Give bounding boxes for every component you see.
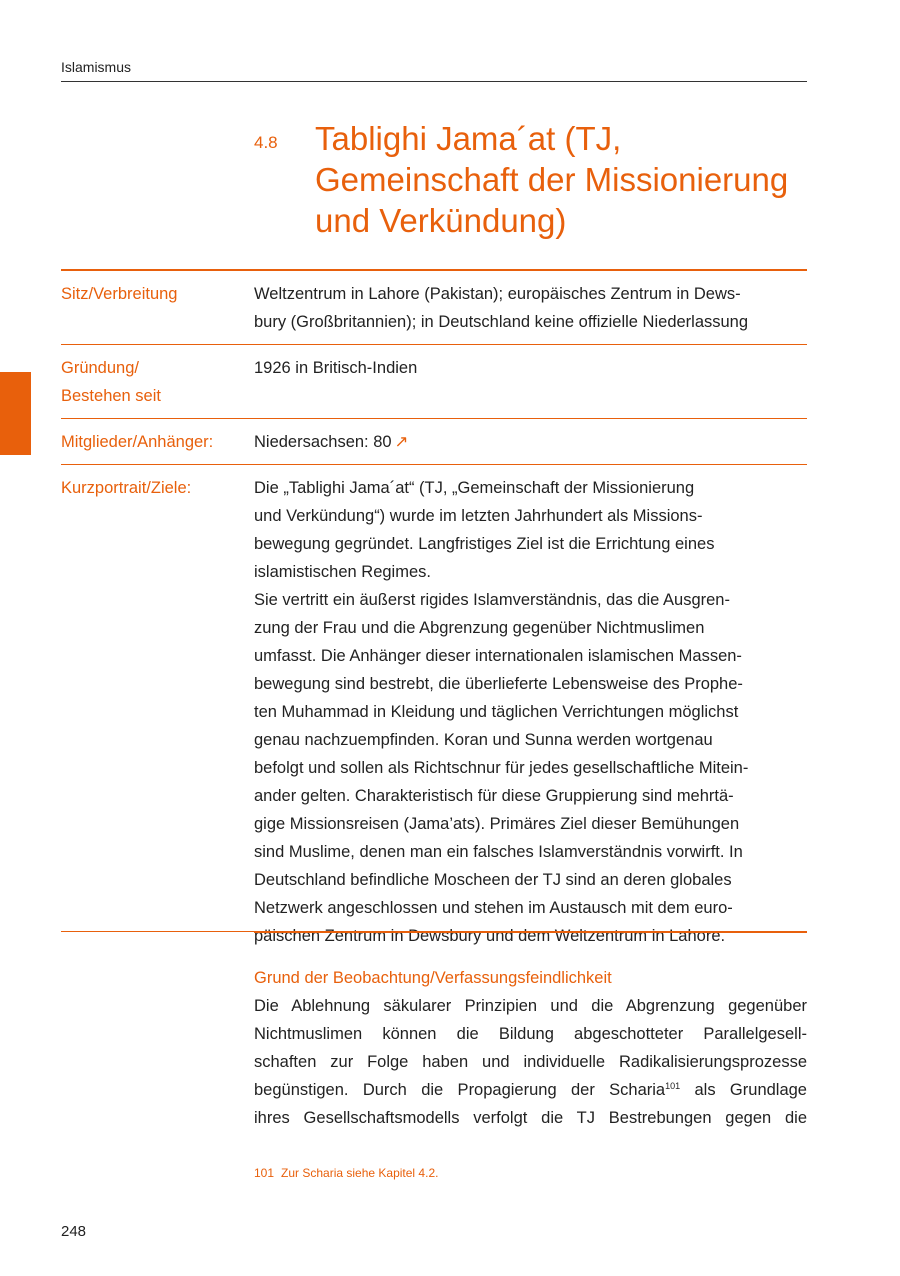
profile-label [61,280,254,336]
profile-value-line: und Verkündung“) wurde im letzten Jahrhundert als Missions- [254,507,703,525]
profile-value-line: befolgt und sollen als Richtschnur für jedes gesellschaftliche Mitein- [254,759,749,777]
profile-table [61,269,807,958]
profile-label-line: Bestehen seit [61,387,161,405]
chapter-side-tab [0,372,31,455]
profile-value-line: Deutschland befindliche Moscheen der TJ sind an deren globales [254,871,732,889]
footnote-ref[interactable]: 101 [665,1081,681,1091]
footnote [254,1166,438,1180]
profile-value [254,474,807,950]
profile-value-line [254,428,807,456]
profile-value-line: umfasst. Die Anhänger dieser internationalen islamischen Massen- [254,647,742,665]
profile-label [61,428,254,456]
profile-value-line: bury (Großbritannien); in Deutschland keine offizielle Niederlassung [254,313,749,331]
body-text: als Grundlage [680,1081,807,1099]
profile-value-line: genau nachzuempfinden. Koran und Sunna werden wortgenau [254,731,713,749]
body-line: Nichtmuslimen können die Bildung abgeschotteter Parallelgesell- [254,1025,807,1043]
profile-label-line: Sitz/Verbreitung [61,285,178,303]
profile-row-gruendung [61,344,807,418]
page-number: 248 [61,1223,87,1240]
profile-end-rule-label [61,931,254,932]
profile-value-line: gige Missionsreisen (Jama’ats). Primäres Ziel dieser Bemühungen [254,815,740,833]
section-heading: Grund der Beobachtung/Verfassungsfeindlichkeit [254,969,612,987]
chapter-title [315,118,815,241]
profile-label [61,354,254,410]
profile-label-line: Gründung/ [61,359,139,377]
section-body [254,992,807,1132]
chapter-title-line: Gemeinschaft der Missionierung [315,161,789,198]
profile-value-line: sind Muslime, denen man ein falsches Islamverständnis vorwirft. In [254,843,743,861]
profile-value-line: Sie vertritt ein äußerst rigides Islamverständnis, das die Ausgren- [254,591,730,609]
body-line: schaften zur Folge haben und individuelle Radikalisierungsprozesse [254,1053,807,1071]
profile-value-line: ten Muhammad in Kleidung und täglichen Verrichtungen möglichst [254,703,739,721]
body-line: Die Ablehnung säkularer Prinzipien und die Abgrenzung gegenüber [254,997,807,1015]
body-line [254,1076,807,1104]
member-count: Niedersachsen: 80 [254,433,392,451]
profile-row-kurzportrait [61,464,807,958]
profile-value-line: islamistischen Regimes. [254,563,431,581]
profile-value [254,428,807,456]
chapter-title-line: und Verkündung) [315,202,567,239]
profile-value-line: bewegung gegründet. Langfristiges Ziel ist die Errichtung eines [254,535,715,553]
body-line: ihres Gesellschaftsmodells verfolgt die TJ Bestrebungen gegen die [254,1109,807,1127]
arrow-up-right-icon: ↗ [394,433,409,451]
profile-end-rule-value [254,931,807,933]
profile-value [254,354,807,410]
running-header: Islamismus [61,59,132,75]
footnote-number: 101 [254,1166,275,1180]
profile-row-sitz [61,269,807,344]
profile-row-mitglieder [61,418,807,464]
profile-value-line: bewegung sind bestrebt, die überlieferte Lebensweise des Prophe- [254,675,743,693]
profile-label [61,474,254,950]
profile-value-line: päischen Zentrum in Dewsbury und dem Weltzentrum in Lahore. [254,927,726,945]
profile-value-line: Weltzentrum in Lahore (Pakistan); europäisches Zentrum in Dews- [254,285,741,303]
profile-value-line: Netzwerk angeschlossen und stehen im Austausch mit dem euro- [254,899,733,917]
profile-value-line: ander gelten. Charakteristisch für diese Gruppierung sind mehrtä- [254,787,734,805]
chapter-number: 4.8 [254,133,278,152]
profile-value-line: Die „Tablighi Jama´at“ (TJ, „Gemeinschaft der Missionierung [254,479,695,497]
footnote-text: Zur Scharia siehe Kapitel 4.2. [281,1166,439,1180]
profile-label-line: Mitglieder/Anhänger: [61,433,214,451]
profile-value-line: zung der Frau und die Abgrenzung gegenüber Nichtmuslimen [254,619,705,637]
header-divider [61,81,807,82]
profile-value [254,280,807,336]
chapter-title-line: Tablighi Jama´at (TJ, [315,120,622,157]
observation-section [254,964,807,1132]
profile-label-line: Kurzportrait/Ziele: [61,479,192,497]
profile-value-line: 1926 in Britisch-Indien [254,359,418,377]
body-text: begünstigen. Durch die Propagierung der Scharia [254,1081,666,1099]
